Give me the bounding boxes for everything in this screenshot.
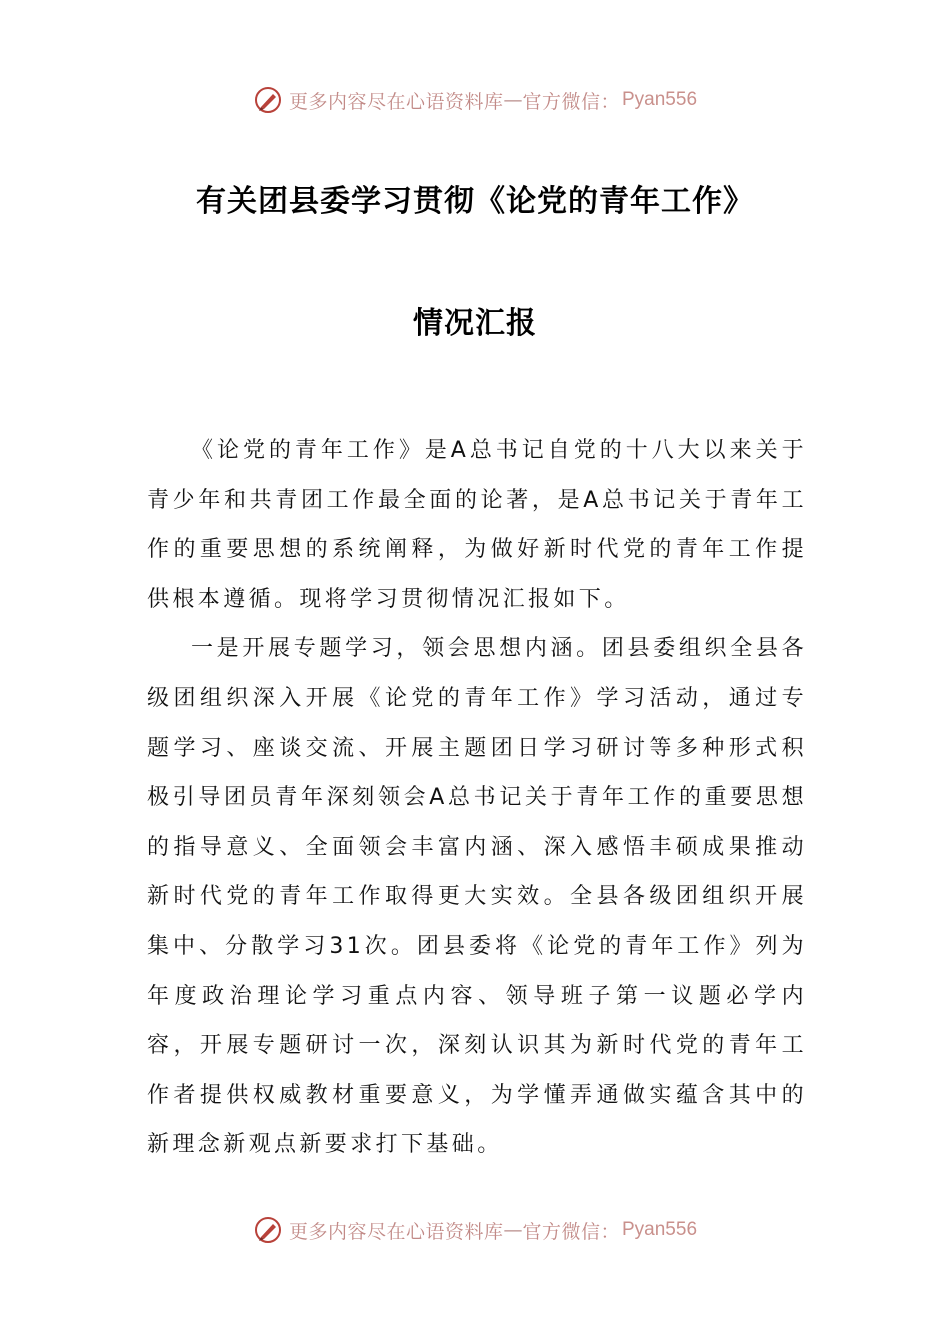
watermark-separator: — <box>503 89 523 111</box>
paragraph-point-one: 一是开展专题学习，领会思想内涵。团县委组织全县各级团组织深入开展《论党的青年工作》学习活动，通过专题学习、座谈交流、开展主题团日学习研讨等多种形式积极引导团员青年深刻领会A总书记关于青年工作的重要思想的指导意义、全面领会丰富内涵、深入感悟丰硕成果推动新时代党的青年工作取得更大实效。全县各级团组织开展集中、分散学习31次。团县委将《论党的青年工作》列为年度政治理论学习重点内容、领导班子第一议题必学内容，开展专题研讨一次，深刻认识其为新时代党的青年工作者提供权威教材重要意义，为学懂弄通做实蕴含其中的新理念新观点新要求打下基础。 <box>147 636 807 1158</box>
document-body <box>147 426 807 1170</box>
watermark-label: 官方微信： <box>522 1220 620 1243</box>
paragraph-intro: 《论党的青年工作》是A总书记自党的十八大以来关于青少年和共青团工作最全面的论著，是A总书记关于青年工作的重要思想的系统阐释，为做好新时代党的青年工作提供根本遵循。现将学习贯彻情况汇报如下。 <box>147 438 807 612</box>
pen-logo-icon <box>253 1215 283 1245</box>
watermark-wechat-id: Pyan556 <box>622 89 698 110</box>
document-title: 有关团县委学习贯彻《论党的青年工作》 <box>196 184 754 219</box>
pen-logo-icon <box>253 85 283 115</box>
watermark-banner-top <box>0 80 950 120</box>
watermark-text: 更多内容尽在心语资料库 <box>288 1220 504 1243</box>
watermark-wechat-id: Pyan556 <box>622 1219 698 1240</box>
watermark-separator: — <box>503 1219 523 1241</box>
document-subtitle: 情况汇报 <box>413 306 537 341</box>
watermark-label: 官方微信： <box>522 90 620 113</box>
watermark-banner-bottom <box>0 1210 950 1250</box>
watermark-text: 更多内容尽在心语资料库 <box>288 90 504 113</box>
